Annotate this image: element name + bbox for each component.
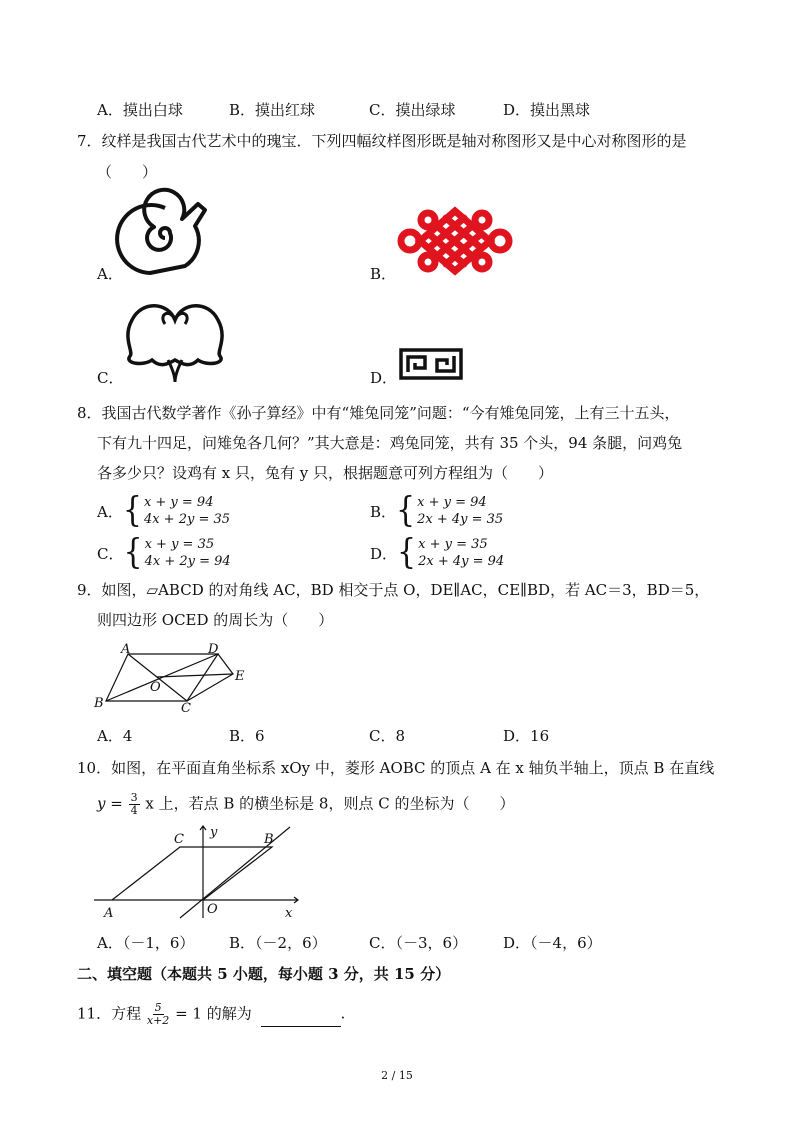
q8-d-eq1: x + y = 35 [418,537,488,552]
fig9-label-e: E [235,669,245,684]
brace-icon: { [397,532,417,573]
q10-line-2-post: x 上，若点 B 的横坐标是 8，则点 C 的坐标为（ ） [145,794,515,813]
brace-icon: { [396,490,416,531]
fret-pattern-figure [399,348,463,380]
q7-paren: （ ） [97,163,158,181]
q8-a-eq2: 4x + 2y = 35 [143,512,231,527]
fig10-label-o: O [207,902,218,917]
q8-option-c [97,532,231,573]
q11 [77,1002,345,1027]
q9-line-1: 9．如图，▱ABCD 的对角线 AC，BD 相交于点 O，DE∥AC，CE∥BD，若 AC＝3，BD＝5， [77,581,710,599]
q11-pre: 11．方程 [77,1004,142,1023]
q8-option-b-label: B． [370,502,397,521]
fig9-label-o: O [150,680,161,695]
page-number: 2 / 15 [381,1069,413,1082]
q8-a-eq1: x + y = 94 [143,495,214,510]
fig10-label-b: B [264,832,274,847]
q6-option-a: A．摸出白球 [97,101,183,119]
q11-frac-den: x+2 [146,1014,170,1027]
q10-option-d: D．（－4，6） [503,934,602,952]
q8-option-d-label: D． [370,544,398,563]
q8-line-3: 各多少只？设鸡有 x 只，兔有 y 只，根据题意可列方程组为（ ） [97,464,554,482]
q6-option-d: D．摸出黑球 [503,101,591,119]
q11-post: = 1 的解为 [175,1004,252,1023]
q8-b-eq2: 2x + 4y = 35 [417,512,504,527]
cloud-pattern-figure [120,298,230,383]
q8-line-1: 8．我国古代数学著作《孙子算经》中有“雉兔同笼”问题：“今有雉兔同笼，上有三十五头， [77,404,680,422]
section-2-title: 二、填空题（本题共 5 小题，每小题 3 分，共 15 分） [77,965,451,983]
q8-c-eq1: x + y = 35 [144,537,215,552]
q9-option-b: B．6 [229,727,265,745]
q6-option-b: B．摸出红球 [229,101,316,119]
fig10-label-x: x [285,906,293,921]
fig9-label-a: A [121,642,131,657]
q8-option-c-label: C． [97,544,124,563]
q10-option-b: B．（－2，6） [229,934,327,952]
q10-line-2 [97,792,515,817]
q8-c-eq2: 4x + 2y = 94 [144,554,231,569]
fig10-label-a: A [104,906,114,921]
q8-option-a [97,490,231,531]
parallelogram-figure [90,640,260,715]
fig10-label-c: C [174,832,184,847]
q9-option-a: A．4 [97,727,133,745]
q8-d-eq2: 2x + 4y = 94 [418,554,505,569]
spiral-pattern-figure [120,198,210,278]
q8-b-eq1: x + y = 94 [417,495,487,510]
q9-option-d: D．16 [503,727,550,745]
q7-label-d: D． [370,369,398,387]
q11-fraction [147,1002,169,1027]
fig10-label-y: y [210,825,218,840]
q10-line-1: 10．如图，在平面直角坐标系 xOy 中，菱形 AOBC 的顶点 A 在 x 轴负半轴上，顶点 B 在直线 [77,759,715,777]
q8-option-a-label: A． [97,502,123,521]
q10-option-a: A．（－1，6） [97,934,195,952]
q7-stem: 7．纹样是我国古代艺术中的瑰宝．下列四幅纹样图形既是轴对称图形又是中心对称图形的是 [77,132,687,150]
q11-answer-blank[interactable] [261,1012,341,1027]
q10-line-2-pre: y = [97,794,123,813]
fig9-label-b: B [94,696,104,711]
q9-line-2: 则四边形 OCED 的周长为（ ） [97,611,334,629]
q6-option-c: C．摸出绿球 [369,101,456,119]
q7-label-a: A． [97,265,123,283]
q7-label-b: B． [370,265,397,283]
fig9-label-d: D [208,642,219,657]
rhombus-coordinate-figure [90,822,305,922]
q10-frac-num: 3 [130,791,138,804]
brace-icon: { [123,532,143,573]
q10-frac-den: 4 [130,804,138,817]
q7-label-c: C． [97,369,124,387]
q9-option-c: C．8 [369,727,406,745]
fig9-label-c: C [181,701,191,716]
q8-line-2: 下有九十四足，问雉兔各几何？”其大意是：鸡兔同笼，共有 35 个头，94 条腿，问鸡兔 [97,434,683,452]
chinese-knot-figure [398,206,513,276]
brace-icon: { [122,490,142,531]
q11-end: . [340,1004,346,1023]
q10-fraction [129,792,140,817]
q8-option-d [370,532,505,573]
q11-frac-num: 5 [154,1001,162,1014]
q8-option-b [370,490,504,531]
q10-option-c: C．（－3，6） [369,934,468,952]
